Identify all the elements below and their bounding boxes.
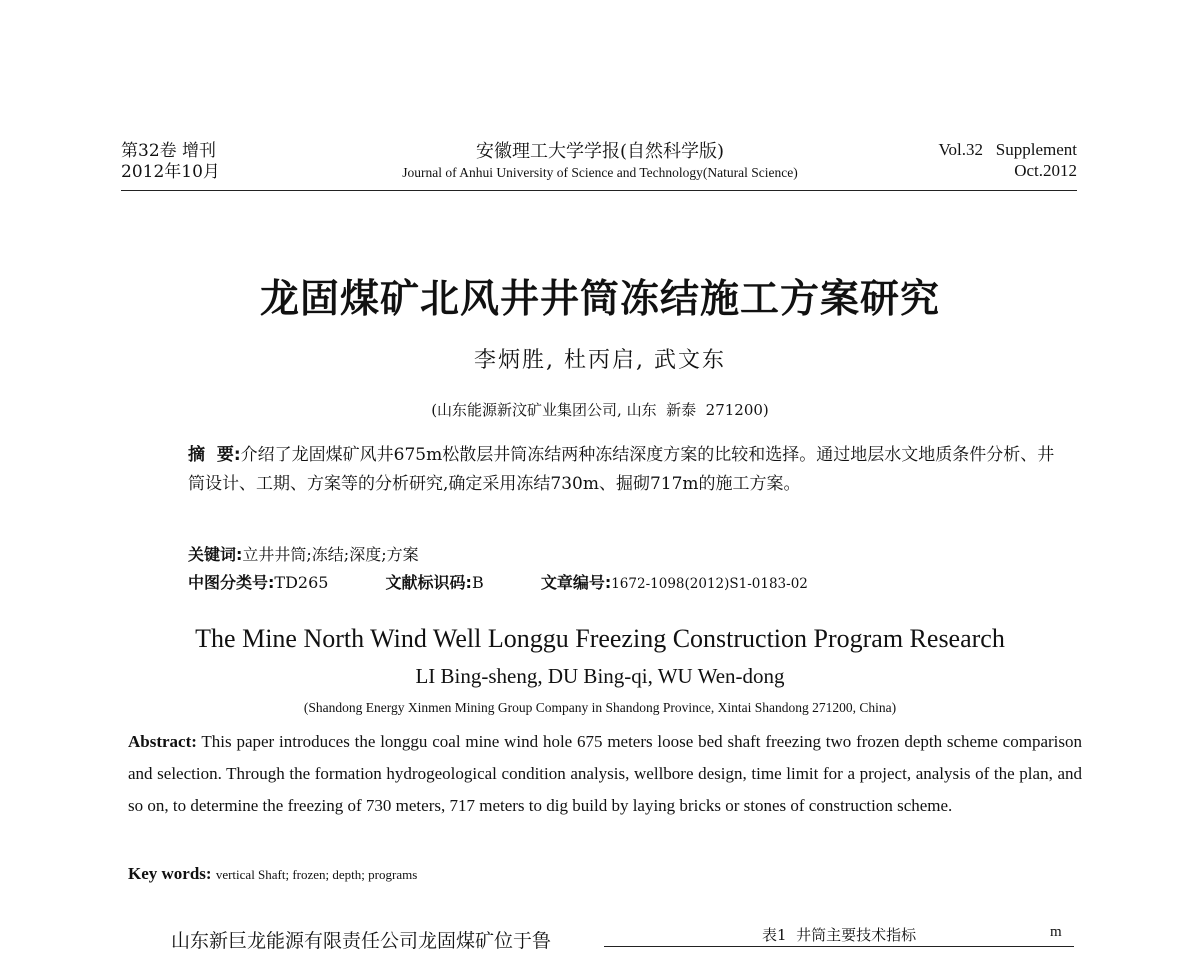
journal-name-en: Journal of Anhui University of Science and Technology(Natural Science) <box>402 165 798 180</box>
journal-volume-info <box>121 141 220 183</box>
journal-volume-en <box>880 139 1077 181</box>
keywords-cn <box>188 542 419 565</box>
table1-top-rule <box>604 946 1074 947</box>
article-number <box>541 573 808 592</box>
doc-code-label: 文献标识码: <box>385 573 472 592</box>
keywords-text-cn: 立井井筒;冻结;深度;方案 <box>242 545 419 564</box>
journal-name <box>340 141 860 183</box>
issue-date-cn: 2012年10月 <box>121 162 220 182</box>
abstract-label-en: Abstract: <box>128 732 197 751</box>
article-no-label: 文章编号: <box>540 573 612 592</box>
article-no-value: 1672-1098(2012)S1-0183-02 <box>611 576 808 592</box>
table1-unit: m <box>1050 924 1062 940</box>
keywords-label-cn: 关键词: <box>188 545 243 564</box>
clc-label: 中图分类号: <box>188 573 275 592</box>
document-code <box>386 573 484 592</box>
abstract-en <box>128 726 1082 822</box>
paper-title-cn: 龙固煤矿北风井井筒冻结施工方案研究 <box>259 276 940 322</box>
keywords-en <box>128 864 417 884</box>
abstract-cn <box>188 441 1068 499</box>
keywords-label-en: Key words: <box>128 864 212 883</box>
affiliation-en: (Shandong Energy Xinmen Mining Group Company in Shandong Province, Xintai Shandong 271200, China) <box>303 700 897 715</box>
abstract-text-en: This paper introduces the longgu coal mine wind hole 675 meters loose bed shaft freezing two frozen depth scheme comparison and selection. Through the formation hydrogeological condition analysis, wellbore design, time limit for a project, analysis of the plan, and so on, to determine the freezing of 730 meters, 717 meters to dig build by laying bricks or stones of construction scheme. <box>128 732 1082 815</box>
authors-cn: 李炳胜, 杜丙启, 武文东 <box>474 348 726 373</box>
journal-name-cn: 安徽理工大学学报(自然科学版) <box>475 141 725 162</box>
issue-date-en: Oct.2012 <box>1014 161 1077 180</box>
abstract-text-cn: 介绍了龙固煤矿风井675m松散层井筒冻结两种冻结深度方案的比较和选择。通过地层水文地质条件分析、井筒设计、工期、方案等的分析研究,确定采用冻结730m、掘砌717m的施工方案。 <box>188 445 1055 494</box>
doc-code-value: B <box>471 573 484 592</box>
clc-number <box>188 573 328 592</box>
authors-en: LI Bing-sheng, DU Bing-qi, WU Wen-dong <box>415 664 785 688</box>
keywords-text-en: vertical Shaft; frozen; depth; programs <box>215 867 418 882</box>
volume-issue: 第32卷 增刊 <box>121 141 217 161</box>
affiliation-cn: (山东能源新汶矿业集团公司, 山东 新泰 271200) <box>431 401 769 419</box>
header-rule <box>121 190 1077 191</box>
classification-row <box>188 570 1088 593</box>
table1-caption: 表1 井筒主要技术指标 <box>762 926 917 944</box>
body-first-line: 山东新巨龙能源有限责任公司龙固煤矿位于鲁 <box>171 930 552 952</box>
clc-value: TD265 <box>274 573 329 592</box>
volume-supplement: Vol.32 Supplement <box>938 140 1077 159</box>
paper-title-en: The Mine North Wind Well Longgu Freezing Construction Program Research <box>195 624 1005 653</box>
abstract-label-cn: 摘 要: <box>188 445 241 465</box>
